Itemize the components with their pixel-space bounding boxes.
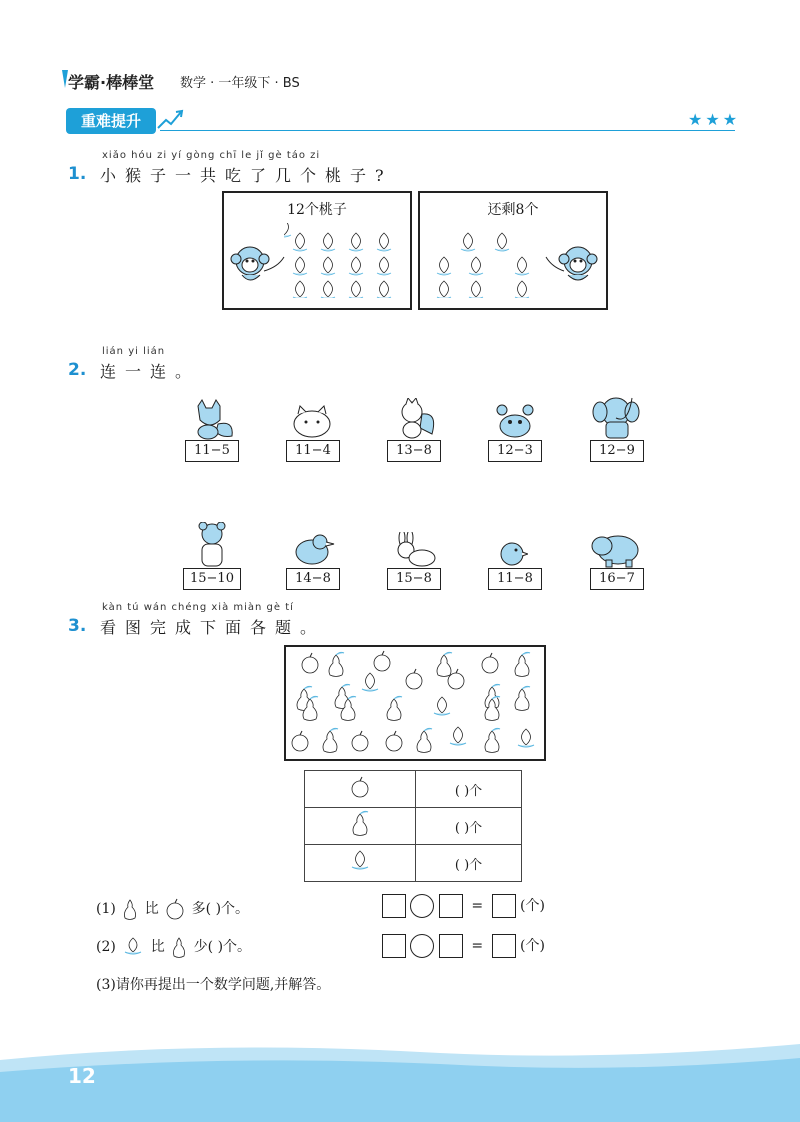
q2-text: 连一连。	[100, 362, 201, 381]
fruit-scatter	[286, 647, 544, 759]
crab-icon	[492, 404, 538, 440]
blank-box[interactable]	[492, 934, 516, 958]
peach-grid-12	[284, 223, 404, 298]
hippo-icon	[590, 530, 640, 568]
q1-right-label: 还剩8个	[487, 202, 539, 218]
bird-icon	[290, 532, 336, 568]
operator-circle[interactable]	[410, 934, 434, 958]
q1-pinyin: xiǎo hóu zi yí gòng chī le jǐ gè táo zi	[102, 150, 321, 161]
expr-box[interactable]: 11−8	[488, 568, 542, 590]
pear-icon	[348, 810, 372, 838]
pear-icon	[120, 896, 140, 922]
equation-row-2: = (个)	[382, 934, 545, 958]
peach-grid-8	[426, 223, 546, 298]
blank-box[interactable]	[382, 934, 406, 958]
peach-icon	[346, 849, 374, 873]
monkey-icon	[544, 241, 604, 291]
difficulty-stars: ★★★	[688, 110, 741, 129]
book-subtitle: 数学 · 一年级下 · BS	[180, 76, 300, 91]
expr-box[interactable]: 15−10	[183, 568, 241, 590]
q3-number: 3.	[68, 616, 87, 636]
apple-icon	[163, 897, 187, 921]
expr-box[interactable]: 14−8	[286, 568, 340, 590]
brand-title: 学霸·棒棒堂	[68, 73, 155, 92]
answer-cell[interactable]: ( )个	[416, 845, 522, 882]
fruit-picture-panel	[284, 645, 546, 761]
blank-box[interactable]	[439, 934, 463, 958]
expr-box[interactable]: 16−7	[590, 568, 644, 590]
equation-row-1: = (个)	[382, 894, 545, 918]
expr-box[interactable]: 12−3	[488, 440, 542, 462]
pear-icon	[169, 934, 189, 960]
q1-left-panel	[222, 191, 412, 310]
answer-cell[interactable]: ( )个	[416, 808, 522, 845]
footer-wave	[0, 1030, 800, 1122]
cat-icon	[288, 404, 338, 440]
table-row	[305, 771, 522, 808]
monkey-icon	[228, 241, 288, 291]
expr-box[interactable]: 15−8	[387, 568, 441, 590]
blank-box[interactable]	[439, 894, 463, 918]
blank-box[interactable]	[382, 894, 406, 918]
section-divider	[160, 130, 735, 131]
chick-icon	[496, 538, 528, 568]
expr-box[interactable]: 12−9	[590, 440, 644, 462]
subq-1: (1) 比 多( )个。	[96, 896, 249, 922]
expr-box[interactable]: 11−4	[286, 440, 340, 462]
table-row	[305, 808, 522, 845]
squirrel-icon	[394, 398, 438, 440]
section-badge: 重难提升	[66, 108, 156, 134]
q1-right-panel	[418, 191, 608, 310]
expr-box[interactable]: 13−8	[387, 440, 441, 462]
expr-box[interactable]: 11−5	[185, 440, 239, 462]
operator-circle[interactable]	[410, 894, 434, 918]
page-number: 12	[68, 1064, 96, 1088]
bear-icon	[194, 522, 230, 568]
blank-box[interactable]	[492, 894, 516, 918]
count-table	[304, 770, 522, 882]
q2-pinyin: lián yi lián	[102, 346, 166, 357]
apple-icon	[348, 775, 372, 799]
answer-cell[interactable]: ( )个	[416, 771, 522, 808]
q1-left-label: 12个桃子	[287, 202, 347, 218]
q1-number: 1.	[68, 164, 87, 184]
q1-text: 小猴子一共吃了几个桃子?	[100, 166, 393, 185]
subq-3: (3)请你再提出一个数学问题,并解答。	[96, 977, 331, 993]
fox-icon	[188, 398, 238, 440]
rabbit-icon	[392, 532, 438, 568]
q3-text: 看图完成下面各题。	[100, 618, 326, 637]
peach-icon	[120, 936, 146, 958]
elephant-icon	[592, 394, 642, 440]
q2-number: 2.	[68, 360, 87, 380]
subq-2: (2) 比 少( )个。	[96, 934, 251, 960]
table-row	[305, 845, 522, 882]
q3-pinyin: kàn tú wán chéng xià miàn gè tí	[102, 602, 294, 613]
